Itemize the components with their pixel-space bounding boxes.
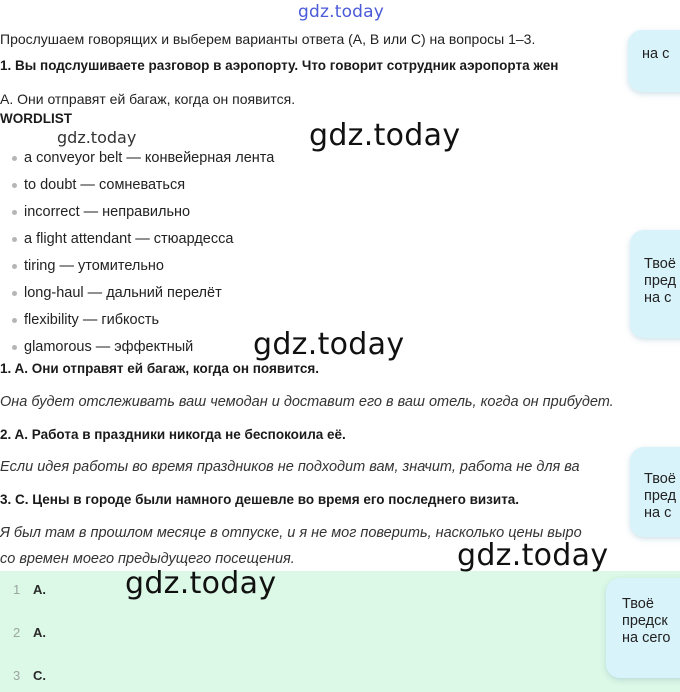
- watermark-big: gdz.today: [457, 538, 609, 573]
- popup-text: предск: [622, 613, 668, 629]
- answer-row-value: C.: [33, 668, 46, 683]
- popup-text: пред: [644, 488, 677, 504]
- promo-popup[interactable]: [606, 578, 680, 678]
- bullet-icon: [12, 345, 17, 350]
- watermark-big: gdz.today: [309, 118, 461, 153]
- explained-text-2: Если идея работы во время праздников не подходит вам, значит, работа не для ва: [0, 459, 580, 475]
- wordlist: [12, 146, 274, 362]
- promo-popup[interactable]: [630, 230, 680, 338]
- answer-table: [0, 571, 680, 692]
- wordlist-heading: WORDLIST: [0, 111, 72, 126]
- answer-row-value: A.: [33, 625, 46, 640]
- answer-row-value: A.: [33, 582, 46, 597]
- explained-heading-3: 3. C. Цены в городе были намного дешевле во время его последнего визита.: [0, 492, 520, 507]
- popup-text: на с: [644, 290, 672, 306]
- explained-text-3b: со времен моего предыдущего посещения.: [0, 551, 295, 567]
- bullet-icon: [12, 264, 17, 269]
- promo-popup[interactable]: [630, 447, 680, 537]
- watermark-top: gdz.today: [298, 2, 385, 22]
- promo-popup[interactable]: [628, 30, 680, 92]
- wordlist-item: incorrect — неправильно: [12, 200, 274, 227]
- answer-row-number: 1: [13, 582, 21, 597]
- bullet-icon: [12, 183, 17, 188]
- popup-text: на с: [642, 46, 670, 62]
- wordlist-item: a conveyor belt — конвейерная лента: [12, 146, 274, 173]
- popup-text: на с: [644, 505, 672, 521]
- bullet-icon: [12, 318, 17, 323]
- watermark-small: gdz.today: [57, 128, 137, 147]
- answer-option-a: A. Они отправят ей багаж, когда он появится.: [0, 91, 296, 107]
- wordlist-item: a flight attendant — стюардесса: [12, 227, 274, 254]
- popup-text: Твоё: [644, 256, 676, 272]
- answer-row-number: 3: [13, 668, 21, 683]
- task-instruction: Прослушаем говорящих и выберем варианты ответа (A, B или C) на вопросы 1–3.: [0, 31, 536, 47]
- explained-heading-1: 1. A. Они отправят ей багаж, когда он появится.: [0, 361, 320, 376]
- wordlist-item: long-haul — дальний перелёт: [12, 281, 274, 308]
- question-1: 1. Вы подслушиваете разговор в аэропорту. Что говорит сотрудник аэропорта жен: [0, 58, 559, 73]
- popup-text: Твоё: [622, 596, 654, 612]
- explained-heading-2: 2. A. Работа в праздники никогда не беспокоила её.: [0, 427, 346, 442]
- bullet-icon: [12, 237, 17, 242]
- watermark-big: gdz.today: [253, 327, 405, 362]
- popup-text: Твоё: [644, 471, 676, 487]
- wordlist-item: flexibility — гибкость: [12, 308, 274, 335]
- wordlist-item: glamorous — эффектный: [12, 335, 274, 362]
- answer-row-number: 2: [13, 625, 21, 640]
- explained-text-3: Я был там в прошлом месяце в отпуске, и я не мог поверить, насколько цены выро: [0, 525, 582, 541]
- popup-text: пред: [644, 273, 677, 289]
- watermark-big: gdz.today: [125, 566, 277, 601]
- bullet-icon: [12, 210, 17, 215]
- popup-text: на сего: [622, 630, 671, 646]
- explained-text-1: Она будет отслеживать ваш чемодан и доставит его в ваш отель, когда он прибудет.: [0, 394, 614, 410]
- wordlist-item: tiring — утомительно: [12, 254, 274, 281]
- wordlist-item: to doubt — сомневаться: [12, 173, 274, 200]
- bullet-icon: [12, 156, 17, 161]
- bullet-icon: [12, 291, 17, 296]
